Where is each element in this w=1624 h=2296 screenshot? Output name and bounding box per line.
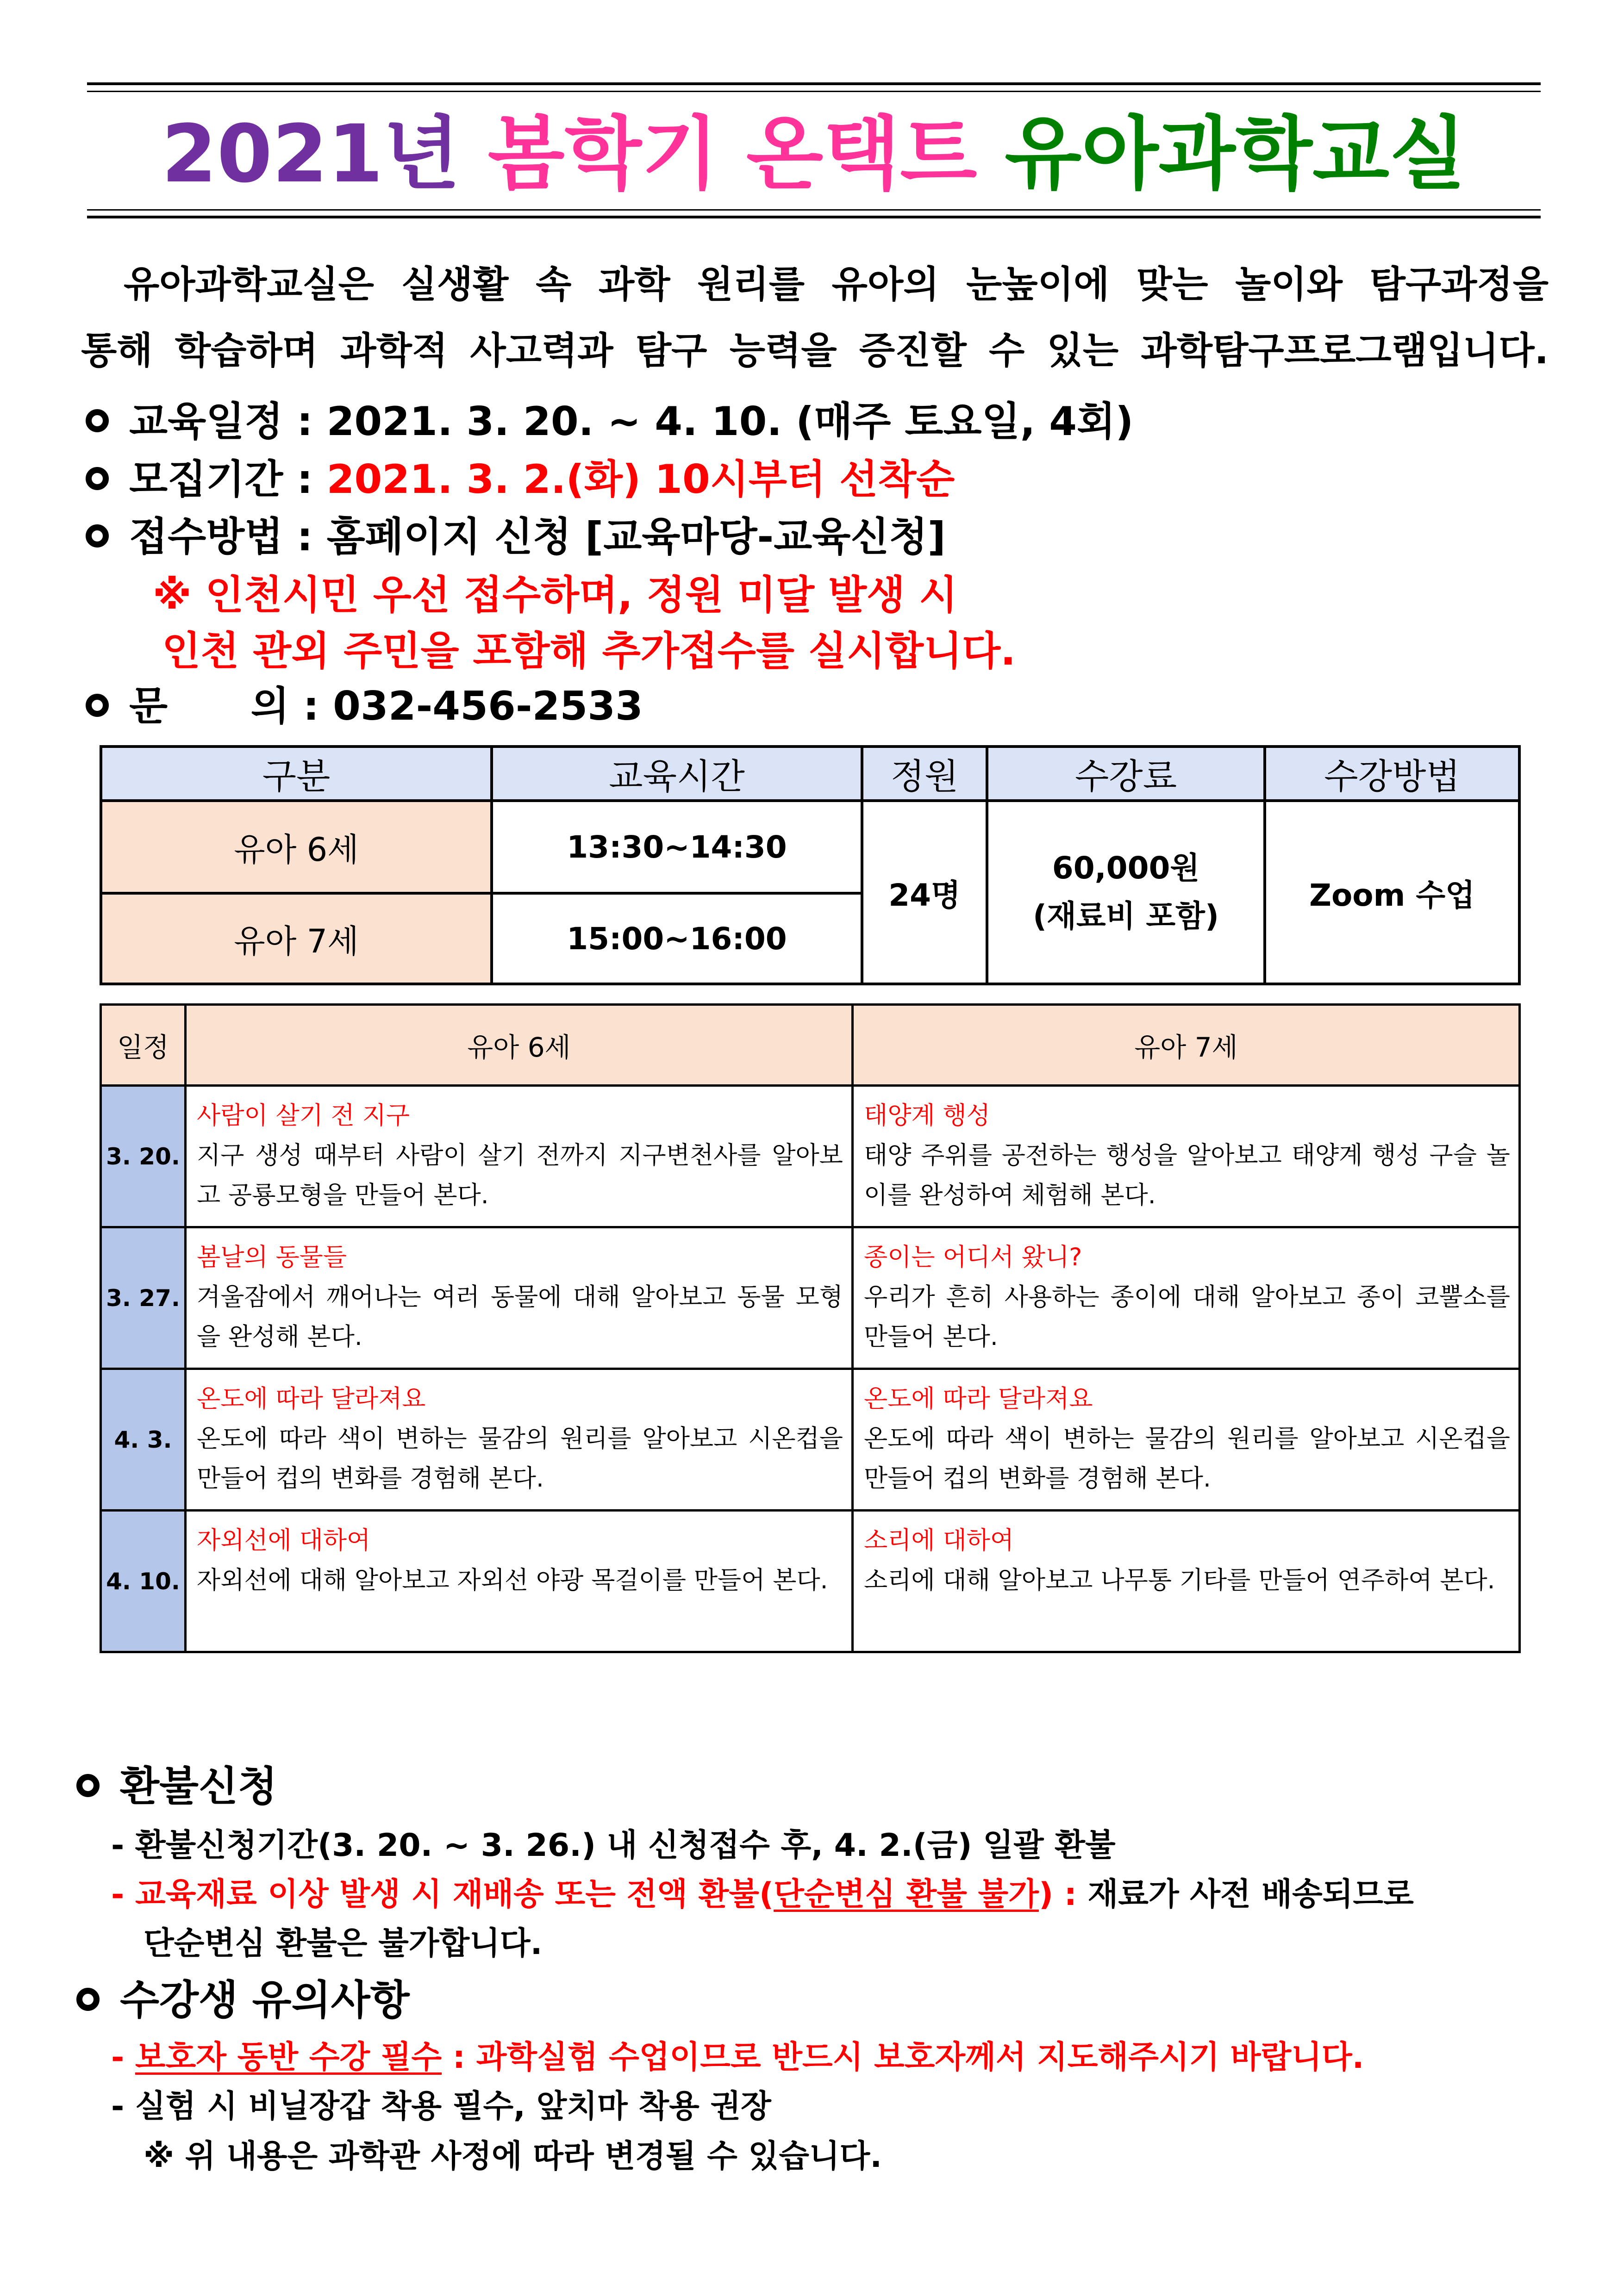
capacity-value: 24명: [862, 801, 987, 984]
schedule-cell-7: [853, 1227, 1520, 1369]
activity-desc: 자외선에 대해 알아보고 자외선 야광 목걸이를 만들어 본다.: [197, 1566, 828, 1594]
activity-title: 온도에 따라 달라져요: [864, 1385, 1093, 1413]
intro-line-2: 통해 학습하며 과학적 사고력과 탐구 능력을 증진할 수 있는 과학탐구프로그램입니다.: [81, 329, 1549, 372]
refund-item-2-cont: 단순변심 환불은 불가합니다.: [144, 1925, 543, 1962]
header-method: 수강방법: [1265, 747, 1519, 801]
schedule-cell-6: [186, 1086, 853, 1227]
notice-item-2: - 실험 시 비닐장갑 착용 필수, 앞치마 착용 권장: [111, 2088, 771, 2125]
circle-bullet-icon: [76, 1988, 100, 2011]
fee-value: [987, 801, 1265, 984]
time-7: 15:00~16:00: [492, 893, 862, 984]
summary-header-row: [101, 747, 1519, 801]
header-group: 구분: [101, 747, 492, 801]
contact-value: 032-456-2533: [333, 683, 643, 729]
title-program: 유아과학교실: [1005, 107, 1467, 200]
activity-desc: 온도에 따라 색이 변하는 물감의 원리를 알아보고 시온컵을 만들어 컵의 변화를 경험해 본다.: [197, 1425, 843, 1493]
title-rule-2: [87, 216, 1541, 218]
refund-heading: 환불신청: [76, 1759, 277, 1814]
apply-value: 홈페이지 신청 [교육마당-교육신청]: [326, 514, 946, 560]
circle-bullet-icon: [86, 409, 109, 432]
schedule-date: 4. 10.: [101, 1511, 186, 1652]
activity-title: 태양계 행성: [864, 1101, 990, 1130]
activity-title: 사람이 살기 전 지구: [197, 1101, 410, 1130]
schedule-cell-7: [853, 1369, 1520, 1511]
info-recruit: 모집기간 : 2021. 3. 2.(화) 10시부터 선착순: [86, 452, 955, 507]
activity-title: 자외선에 대하여: [197, 1526, 371, 1555]
header-time: 교육시간: [492, 747, 862, 801]
info-schedule: 교육일정 : 2021. 3. 20. ~ 4. 10. (매주 토요일, 4회): [86, 394, 1134, 449]
time-6: 13:30~14:30: [492, 801, 862, 893]
guardian-required: 보호자 동반 수강 필수: [135, 2039, 442, 2076]
schedule-table: [100, 1003, 1521, 1653]
schedule-row: [101, 1511, 1520, 1652]
schedule-date: 3. 20.: [101, 1086, 186, 1227]
schedule-row: [101, 1086, 1520, 1227]
activity-title: 종이는 어디서 왔니?: [864, 1243, 1082, 1271]
schedule-cell-6: [186, 1227, 853, 1369]
apply-note-line-2: 인천 관외 주민을 포함해 추가접수를 실시합니다.: [162, 628, 1016, 674]
header-capacity: 정원: [862, 747, 987, 801]
activity-title: 봄날의 동물들: [197, 1243, 347, 1271]
fee-note: (재료비 포함): [1032, 898, 1219, 934]
title-rule: [87, 209, 1541, 211]
recruit-value: 2021. 3. 2.(화) 10시부터 선착순: [326, 456, 955, 503]
no-change-of-mind-refund: 단순변심 환불 불가: [774, 1876, 1039, 1913]
schedule-cell-6: [186, 1511, 853, 1652]
title-season: 봄학기 온택트: [487, 107, 977, 200]
schedule-cell-7: [853, 1511, 1520, 1652]
schedule-header-row: [101, 1005, 1520, 1086]
info-contact: 문 의 : 032-456-2533: [86, 678, 643, 734]
notice-item-1: - 보호자 동반 수강 필수 : 과학실험 수업이므로 반드시 보호자께서 지도해주시기 바랍니다.: [111, 2039, 1364, 2076]
activity-desc: 우리가 흔히 사용하는 종이에 대해 알아보고 종이 코뿔소를 만들어 본다.: [864, 1283, 1510, 1351]
schedule-cell-7: [853, 1086, 1520, 1227]
activity-desc: 온도에 따라 색이 변하는 물감의 원리를 알아보고 시온컵을 만들어 컵의 변화를 경험해 본다.: [864, 1425, 1510, 1493]
circle-bullet-icon: [86, 467, 109, 490]
circle-bullet-icon: [76, 1774, 100, 1797]
title-year: 2021년: [161, 107, 460, 200]
fee-amount: 60,000원: [1052, 850, 1200, 886]
activity-desc: 겨울잠에서 깨어나는 여러 동물에 대해 알아보고 동물 모형을 완성해 본다.: [197, 1283, 843, 1351]
refund-item-2: - 교육재료 이상 발생 시 재배송 또는 전액 환불(단순변심 환불 불가) : 재료가 사전 배송되므로: [111, 1876, 1414, 1913]
schedule-value: 2021. 3. 20. ~ 4. 10. (매주 토요일, 4회): [326, 398, 1134, 445]
header-date: 일정: [101, 1005, 186, 1086]
summary-row-6: [101, 801, 1519, 893]
schedule-row: [101, 1227, 1520, 1369]
header-age-7: 유아 7세: [853, 1005, 1520, 1086]
activity-title: 소리에 대하여: [864, 1526, 1014, 1555]
group-7: 유아 7세: [101, 893, 492, 984]
summary-table: [100, 745, 1521, 985]
notice-item-3: ※ 위 내용은 과학관 사정에 따라 변경될 수 있습니다.: [144, 2138, 882, 2175]
schedule-date: 4. 3.: [101, 1369, 186, 1511]
notice-heading: 수강생 유의사항: [76, 1972, 410, 2028]
method-value: Zoom 수업: [1265, 801, 1519, 984]
apply-note-line-1: ※ 인천시민 우선 접수하며, 정원 미달 발생 시: [153, 572, 958, 618]
activity-desc: 지구 생성 때부터 사람이 살기 전까지 지구변천사를 알아보고 공룡모형을 만들어 본다.: [197, 1141, 843, 1209]
header-age-6: 유아 6세: [186, 1005, 853, 1086]
schedule-cell-6: [186, 1369, 853, 1511]
header-fee: 수강료: [987, 747, 1265, 801]
page-title: [87, 101, 1541, 207]
circle-bullet-icon: [86, 694, 109, 717]
activity-title: 온도에 따라 달라져요: [197, 1385, 426, 1413]
activity-desc: 태양 주위를 공전하는 행성을 알아보고 태양계 행성 구슬 놀이를 완성하여 체험해 본다.: [864, 1141, 1510, 1209]
top-rule: [87, 82, 1541, 85]
circle-bullet-icon: [86, 524, 109, 548]
group-6: 유아 6세: [101, 801, 492, 893]
schedule-row: [101, 1369, 1520, 1511]
refund-item-1: - 환불신청기간(3. 20. ~ 3. 26.) 내 신청접수 후, 4. 2.(금) 일괄 환불: [111, 1827, 1116, 1864]
info-apply: 접수방법 : 홈페이지 신청 [교육마당-교육신청]: [86, 509, 946, 565]
activity-desc: 소리에 대해 알아보고 나무통 기타를 만들어 연주하여 본다.: [864, 1566, 1495, 1594]
schedule-date: 3. 27.: [101, 1227, 186, 1369]
top-rule-2: [87, 91, 1541, 92]
intro-line-1: 유아과학교실은 실생활 속 과학 원리를 유아의 눈높이에 맞는 놀이와 탐구과정을: [124, 263, 1549, 306]
